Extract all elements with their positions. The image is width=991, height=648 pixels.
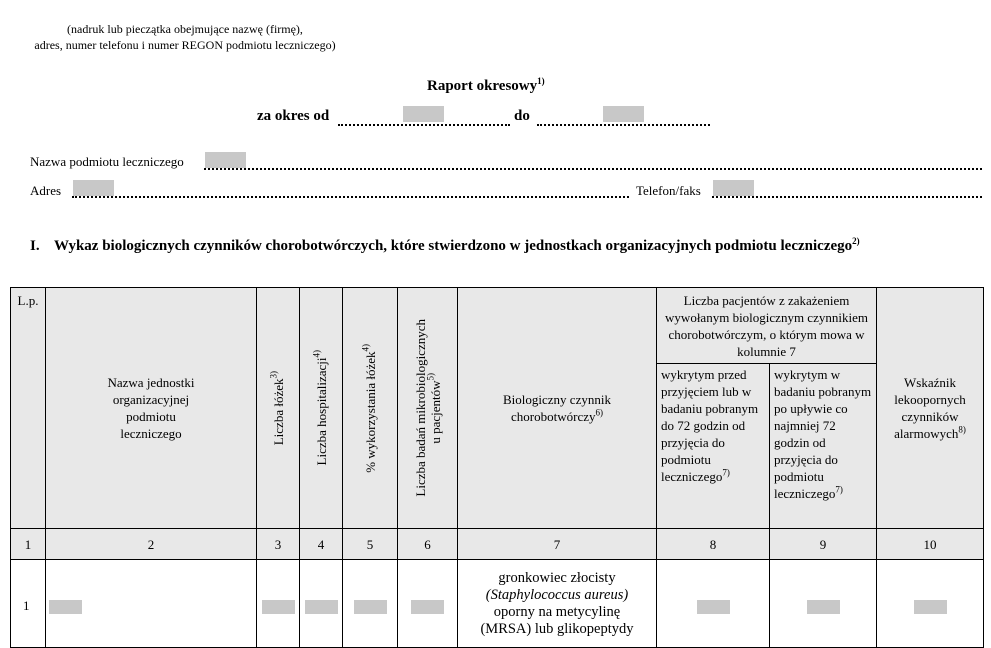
row-alarm[interactable]	[877, 560, 984, 648]
phone-field[interactable]	[712, 196, 982, 198]
column-number: 6	[398, 529, 458, 560]
header-occupancy-note: 4)	[360, 343, 371, 352]
header-beds-note: 3)	[268, 370, 279, 379]
redacted-value	[411, 600, 444, 614]
pathogen-table	[10, 287, 984, 648]
header-before72-note: 7)	[722, 467, 730, 478]
header-beds	[257, 288, 300, 529]
header-unit-name: Nazwa jednostki organizacyjnej podmiotu leczniczego	[46, 288, 257, 529]
column-number: 5	[343, 529, 398, 560]
redacted-value	[914, 600, 947, 614]
redacted-value	[697, 600, 730, 614]
header-lp: L.p.	[11, 288, 46, 529]
header-micro	[398, 288, 458, 529]
row-agent	[458, 560, 657, 648]
address-label: Adres	[30, 183, 62, 198]
agent-latin-name: (Staphylococcus aureus)	[485, 586, 629, 603]
row-micro[interactable]	[398, 560, 458, 648]
header-alarm-note: 8)	[958, 424, 966, 435]
address-value	[73, 180, 114, 196]
stamp-line-2: adres, numer telefonu i numer REGON podmiotu leczniczego)	[34, 38, 336, 52]
section-heading-note: 2)	[852, 236, 860, 246]
header-beds-text: Liczba łóżek	[270, 378, 286, 446]
entity-name-field[interactable]	[204, 168, 982, 170]
period-from-label: za okres od	[257, 108, 330, 124]
header-agent-note: 6)	[595, 407, 603, 418]
phone-label: Telefon/faks	[636, 183, 701, 198]
agent-line-3: oporny na metycylinę	[493, 603, 621, 620]
period-to-label: do	[514, 108, 530, 124]
row-hosp[interactable]	[300, 560, 343, 648]
column-number: 4	[300, 529, 343, 560]
header-alarm	[877, 288, 984, 529]
period-to-value	[603, 106, 644, 122]
table-row	[11, 560, 984, 648]
entity-name-label: Nazwa podmiotu leczniczego	[30, 154, 184, 169]
redacted-value	[807, 600, 840, 614]
stamp-note	[0, 21, 370, 53]
row-before72[interactable]	[657, 560, 770, 648]
column-number: 9	[770, 529, 877, 560]
column-number: 10	[877, 529, 984, 560]
header-before72	[657, 364, 770, 529]
row-occupancy[interactable]	[343, 560, 398, 648]
column-number: 7	[458, 529, 657, 560]
column-number: 1	[11, 529, 46, 560]
section-heading-text: Wykaz biologicznych czynników chorobotwórczych, które stwierdzono w jednostkach organizacyjnych podmiotu leczniczego	[54, 238, 853, 254]
stamp-line-1: (nadruk lub pieczątka obejmujące nazwę (firmę),	[67, 22, 303, 36]
column-number: 3	[257, 529, 300, 560]
agent-line-1: gronkowiec złocisty	[498, 569, 616, 586]
report-title-text: Raport okresowy	[427, 78, 538, 94]
column-numbers-row	[11, 529, 984, 560]
header-hosp	[300, 288, 343, 529]
header-before72-text: wykrytym przed przyjęciem lub w badaniu pobranym do 72 godzin od przyjęcia do podmiotu leczniczego	[661, 367, 759, 485]
header-micro-line2: u pacjentów	[427, 380, 443, 444]
redacted-value	[49, 600, 82, 614]
period-from-value	[403, 106, 444, 122]
header-patients-group: Liczba pacjentów z zakażeniem wywołanym biologicznym czynnikiem chorobotwórczym, o którym mowa w kolumnie 7	[657, 288, 877, 364]
header-after72-text: wykrytym w badaniu pobranym po upływie co najmniej 72 godzin od przyjęcia do podmiotu leczniczego	[774, 367, 872, 502]
header-agent	[458, 288, 657, 529]
header-micro-note: 5)	[425, 372, 436, 381]
row-beds[interactable]	[257, 560, 300, 648]
header-hosp-note: 4)	[311, 350, 322, 358]
report-title	[427, 78, 545, 95]
column-number: 2	[46, 529, 257, 560]
header-alarm-text: Wskaźnik lekoopornych czynników alarmowych	[894, 375, 966, 441]
header-occupancy	[343, 288, 398, 529]
header-after72-note: 7)	[835, 484, 843, 495]
header-micro-line1: Liczba badań mikrobiologicznych	[412, 319, 428, 497]
entity-name-value	[205, 152, 246, 168]
redacted-value	[305, 600, 338, 614]
report-title-note: 1)	[537, 76, 545, 86]
period-to-field[interactable]	[537, 124, 710, 126]
row-lp: 1	[11, 560, 46, 648]
header-after72	[770, 364, 877, 529]
section-number: I.	[30, 238, 40, 254]
section-heading	[54, 235, 934, 257]
header-agent-text: Biologiczny czynnik chorobotwórczy	[503, 392, 611, 424]
period-from-field[interactable]	[338, 124, 510, 126]
redacted-value	[262, 600, 295, 614]
agent-line-4: (MRSA) lub glikopeptydy	[480, 620, 634, 637]
header-occupancy-text: % wykorzystania łóżek	[362, 351, 378, 473]
column-number: 8	[657, 529, 770, 560]
row-after72[interactable]	[770, 560, 877, 648]
redacted-value	[354, 600, 387, 614]
row-unit-name[interactable]	[46, 560, 257, 648]
address-field[interactable]	[72, 196, 629, 198]
header-hosp-text: Liczba hospitalizacji	[313, 357, 329, 466]
phone-value	[713, 180, 754, 196]
